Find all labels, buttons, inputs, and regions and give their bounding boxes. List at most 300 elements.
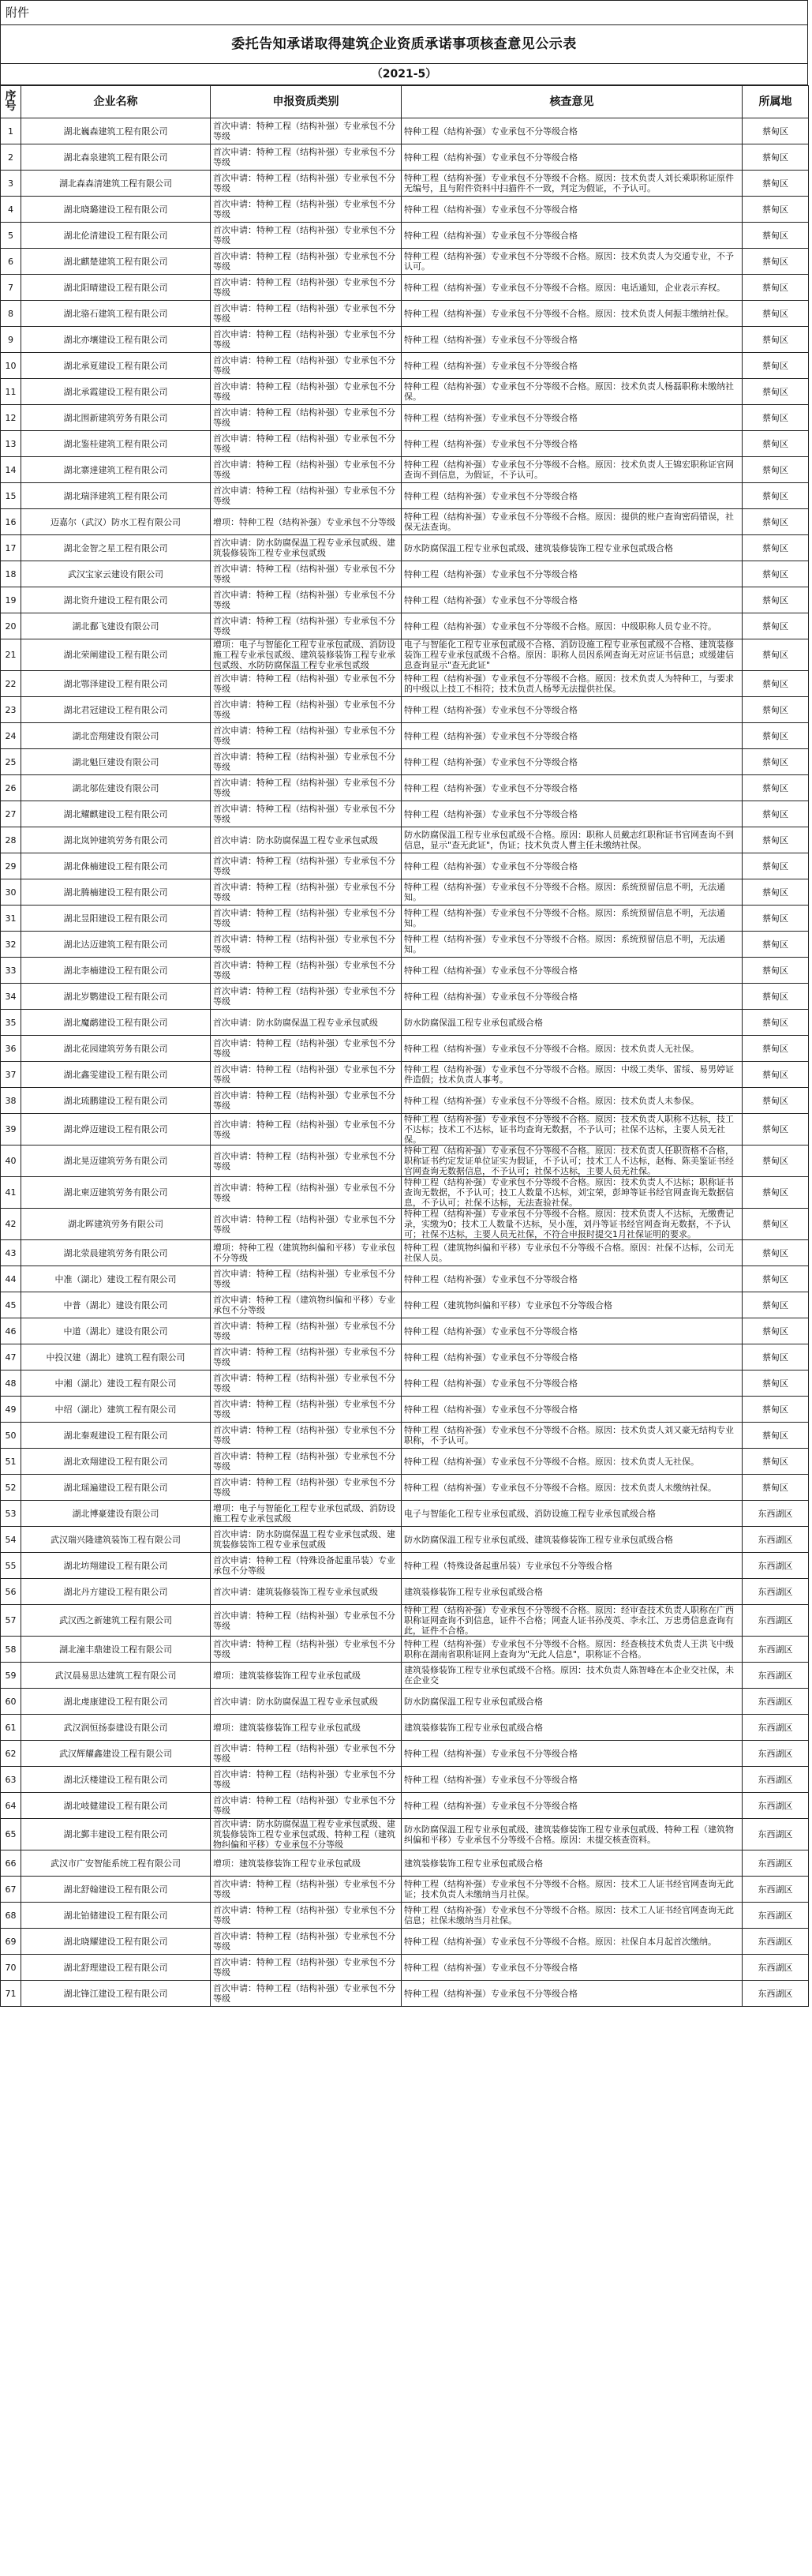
qualification-type: 首次申请：特种工程（结构补强）专业承包不分等级 (211, 1344, 402, 1370)
company-name: 湖北伦清建设工程有限公司 (21, 223, 211, 249)
row-number: 45 (1, 1292, 21, 1318)
qualification-type: 首次申请：特种工程（结构补强）专业承包不分等级 (211, 171, 402, 197)
district: 蔡甸区 (743, 144, 809, 171)
company-name: 湖北晓耀建设工程有限公司 (21, 1929, 211, 1955)
company-name: 湖北金智之星工程有限公司 (21, 535, 211, 561)
qualification-type: 首次申请：特种工程（结构补强）专业承包不分等级 (211, 879, 402, 906)
qualification-type: 首次申请：特种工程（结构补强）专业承包不分等级 (211, 144, 402, 171)
table-row (1, 984, 809, 1010)
row-number: 21 (1, 639, 21, 671)
district: 蔡甸区 (743, 1114, 809, 1146)
row-number: 43 (1, 1240, 21, 1266)
row-number: 63 (1, 1767, 21, 1793)
row-number: 13 (1, 431, 21, 457)
review-opinion: 特种工程（结构补强）专业承包不分等级不合格。原因：技术负责人不达标，无缴费记录，实缴为0；技术工人数量不达标，吴小莲，刘丹等证书经官网查询无数据，不予认可；社保不达标，主要人员无社保，不符合申报时提交1月社保证明的要求。 (402, 1209, 743, 1240)
table-row (1, 1146, 809, 1177)
review-opinion: 电子与智能化工程专业承包贰级不合格、消防设施工程专业承包贰级不合格、建筑装修装饰工程专业承包贰级不合格。原因：职称人员因系网查询无对应证书信息；或缓建信息查询显示"查无此证" (402, 639, 743, 671)
district: 蔡甸区 (743, 879, 809, 906)
row-number: 25 (1, 749, 21, 775)
district: 蔡甸区 (743, 697, 809, 723)
review-opinion: 特种工程（结构补强）专业承包不分等级合格 (402, 1370, 743, 1397)
table-row (1, 932, 809, 958)
table-row (1, 775, 809, 801)
document-title: 委托告知承诺取得建筑企业资质承诺事项核查意见公示表 (0, 25, 808, 63)
district: 蔡甸区 (743, 984, 809, 1010)
qualification-type: 首次申请：防水防腐保温工程专业承包贰级 (211, 827, 402, 853)
row-number: 44 (1, 1266, 21, 1292)
company-name: 湖北柬迈建筑劳务有限公司 (21, 1177, 211, 1209)
company-name: 湖北博豪建设有限公司 (21, 1501, 211, 1527)
table-row (1, 1397, 809, 1423)
table-row (1, 1292, 809, 1318)
company-name: 湖北耀麒建设工程有限公司 (21, 801, 211, 827)
company-name: 湖北瑶遍建设工程有限公司 (21, 1475, 211, 1501)
district: 蔡甸区 (743, 535, 809, 561)
review-opinion: 特种工程（结构补强）专业承包不分等级不合格。原因：技术负责人未参保。 (402, 1088, 743, 1114)
company-name: 武汉西之新建筑工程有限公司 (21, 1605, 211, 1637)
district: 蔡甸区 (743, 1010, 809, 1036)
review-opinion: 特种工程（结构补强）专业承包不分等级合格 (402, 405, 743, 431)
row-number: 48 (1, 1370, 21, 1397)
qualification-type: 首次申请：特种工程（结构补强）专业承包不分等级 (211, 457, 402, 483)
review-opinion: 特种工程（特殊设备起重吊装）专业承包不分等级合格 (402, 1553, 743, 1579)
table-row (1, 1501, 809, 1527)
table-row (1, 639, 809, 671)
district: 蔡甸区 (743, 301, 809, 327)
district: 蔡甸区 (743, 561, 809, 587)
qualification-type: 首次申请：特种工程（结构补强）专业承包不分等级 (211, 1062, 402, 1088)
table-row (1, 1370, 809, 1397)
review-opinion: 特种工程（结构补强）专业承包不分等级合格 (402, 118, 743, 144)
district: 蔡甸区 (743, 1266, 809, 1292)
table-row (1, 1449, 809, 1475)
table-row (1, 1767, 809, 1793)
district: 东西湖区 (743, 1715, 809, 1741)
qualification-type: 首次申请：特种工程（结构补强）专业承包不分等级 (211, 431, 402, 457)
table-row (1, 118, 809, 144)
row-number: 33 (1, 958, 21, 984)
qualification-type: 首次申请：特种工程（结构补强）专业承包不分等级 (211, 1266, 402, 1292)
company-name: 湖北魔鹬建设工程有限公司 (21, 1010, 211, 1036)
district: 蔡甸区 (743, 353, 809, 379)
company-name: 湖北锋江建设工程有限公司 (21, 1981, 211, 2007)
company-name: 湖北森泉建筑工程有限公司 (21, 144, 211, 171)
row-number: 31 (1, 906, 21, 932)
table-row (1, 1955, 809, 1981)
review-opinion: 特种工程（结构补强）专业承包不分等级合格 (402, 749, 743, 775)
table-row (1, 1819, 809, 1850)
company-name: 湖北骆石建筑工程有限公司 (21, 301, 211, 327)
company-name: 武汉瑞兴隆建筑装饰工程有限公司 (21, 1527, 211, 1553)
district: 蔡甸区 (743, 1177, 809, 1209)
table-row (1, 1062, 809, 1088)
row-number: 27 (1, 801, 21, 827)
row-number: 42 (1, 1209, 21, 1240)
district: 蔡甸区 (743, 327, 809, 353)
row-number: 4 (1, 197, 21, 223)
row-number: 52 (1, 1475, 21, 1501)
table-row (1, 275, 809, 301)
table-row (1, 1605, 809, 1637)
table-row (1, 1266, 809, 1292)
district: 蔡甸区 (743, 1062, 809, 1088)
qualification-type: 增项：特种工程（结构补强）专业承包不分等级 (211, 509, 402, 535)
company-name: 湖北森森清建筑工程有限公司 (21, 171, 211, 197)
table-row (1, 457, 809, 483)
district: 东西湖区 (743, 1501, 809, 1527)
table-row (1, 1527, 809, 1553)
header-district: 所属地 (743, 86, 809, 118)
district: 蔡甸区 (743, 958, 809, 984)
qualification-type: 首次申请：特种工程（结构补强）专业承包不分等级 (211, 1955, 402, 1981)
review-opinion: 特种工程（结构补强）专业承包不分等级合格 (402, 1318, 743, 1344)
qualification-type: 首次申请：特种工程（结构补强）专业承包不分等级 (211, 1318, 402, 1344)
district: 蔡甸区 (743, 1318, 809, 1344)
review-opinion: 特种工程（结构补强）专业承包不分等级合格 (402, 1266, 743, 1292)
row-number: 39 (1, 1114, 21, 1146)
qualification-type: 首次申请：特种工程（结构补强）专业承包不分等级 (211, 301, 402, 327)
qualification-type: 首次申请：特种工程（结构补强）专业承包不分等级 (211, 1741, 402, 1767)
district: 东西湖区 (743, 1553, 809, 1579)
row-number: 16 (1, 509, 21, 535)
row-number: 9 (1, 327, 21, 353)
district: 东西湖区 (743, 1929, 809, 1955)
review-opinion: 特种工程（结构补强）专业承包不分等级合格 (402, 144, 743, 171)
company-name: 湖北李楠建设工程有限公司 (21, 958, 211, 984)
row-number: 12 (1, 405, 21, 431)
district: 东西湖区 (743, 1981, 809, 2007)
table-row (1, 906, 809, 932)
review-opinion: 特种工程（结构补强）专业承包不分等级合格 (402, 697, 743, 723)
table-row (1, 1114, 809, 1146)
district: 东西湖区 (743, 1579, 809, 1605)
review-opinion: 特种工程（结构补强）专业承包不分等级不合格。原因：技术负责人任职资格不合格，职称证书约定发证单位证实为假证，不予认可；技术工人不达标，赵梅、陈美鉴证书经官网查询无数据信息，不予认可；社保不达标，主要人员无社保。 (402, 1146, 743, 1177)
company-name: 湖北沃楼建设工程有限公司 (21, 1767, 211, 1793)
review-opinion: 特种工程（结构补强）专业承包不分等级不合格。原因：经查核技术负责人王洪飞中级职称在湖南省职称证网上查询为"无此人信息"，职称证不合格。 (402, 1637, 743, 1663)
qualification-type: 首次申请：特种工程（结构补强）专业承包不分等级 (211, 613, 402, 639)
qualification-type: 首次申请：特种工程（结构补强）专业承包不分等级 (211, 1793, 402, 1819)
table-row (1, 1240, 809, 1266)
qualification-type: 首次申请：特种工程（结构补强）专业承包不分等级 (211, 801, 402, 827)
row-number: 64 (1, 1793, 21, 1819)
district: 东西湖区 (743, 1741, 809, 1767)
table-row (1, 697, 809, 723)
review-opinion: 特种工程（结构补强）专业承包不分等级合格 (402, 1344, 743, 1370)
district: 蔡甸区 (743, 118, 809, 144)
district: 蔡甸区 (743, 249, 809, 275)
row-number: 40 (1, 1146, 21, 1177)
district: 蔡甸区 (743, 801, 809, 827)
row-number: 7 (1, 275, 21, 301)
company-name: 湖北岚钟建筑劳务有限公司 (21, 827, 211, 853)
review-opinion: 特种工程（结构补强）专业承包不分等级不合格。原因：技术负责人刘又豪无结构专业职称，不予认可。 (402, 1423, 743, 1449)
row-number: 37 (1, 1062, 21, 1088)
qualification-type: 首次申请：特种工程（结构补强）专业承包不分等级 (211, 1370, 402, 1397)
table-row (1, 1177, 809, 1209)
row-number: 1 (1, 118, 21, 144)
qualification-type: 首次申请：特种工程（结构补强）专业承包不分等级 (211, 723, 402, 749)
table-row (1, 1088, 809, 1114)
review-opinion: 特种工程（结构补强）专业承包不分等级合格 (402, 984, 743, 1010)
table-row (1, 723, 809, 749)
table-row (1, 1903, 809, 1929)
company-name: 湖北舒翰建设工程有限公司 (21, 1877, 211, 1903)
row-number: 34 (1, 984, 21, 1010)
company-name: 湖北琉鹏建设工程有限公司 (21, 1088, 211, 1114)
row-number: 70 (1, 1955, 21, 1981)
district: 蔡甸区 (743, 1209, 809, 1240)
table-row (1, 223, 809, 249)
review-opinion: 特种工程（结构补强）专业承包不分等级不合格。原因：技术负责人杨磊职称未缴纳社保。 (402, 379, 743, 405)
qualification-type: 首次申请：特种工程（结构补强）专业承包不分等级 (211, 1177, 402, 1209)
review-opinion: 特种工程（结构补强）专业承包不分等级不合格。原因：技术负责人王锦宏职称证官网查询不到信息，为假证，不予认可。 (402, 457, 743, 483)
company-name: 湖北峦翔建设有限公司 (21, 723, 211, 749)
qualification-type: 首次申请：特种工程（结构补强）专业承包不分等级 (211, 1637, 402, 1663)
company-name: 湖北岁鹦建设工程有限公司 (21, 984, 211, 1010)
review-opinion: 防水防腐保温工程专业承包贰级、建筑装修装饰工程专业承包贰级合格 (402, 535, 743, 561)
table-row (1, 801, 809, 827)
table-row (1, 1741, 809, 1767)
qualification-type: 首次申请：防水防腐保温工程专业承包贰级、建筑装修装饰工程专业承包贰级、特种工程（建筑物纠偏和平移）专业承包不分等级 (211, 1819, 402, 1850)
qualification-type: 增项：建筑装修装饰工程专业承包贰级 (211, 1850, 402, 1877)
review-opinion: 特种工程（结构补强）专业承包不分等级不合格。原因：技术负责人职称不达标，技工不达标；技术工不达标，证书均查询无数据，不予认可；社保不达标，主要人员无社保。 (402, 1114, 743, 1146)
row-number: 6 (1, 249, 21, 275)
qualification-type: 首次申请：特种工程（结构补强）专业承包不分等级 (211, 1929, 402, 1955)
district: 蔡甸区 (743, 1475, 809, 1501)
qualification-type: 首次申请：特种工程（结构补强）专业承包不分等级 (211, 1088, 402, 1114)
review-opinion: 特种工程（结构补强）专业承包不分等级不合格。原因：中级工类华、雷绥、易男婷证件造假；技术负责人事考。 (402, 1062, 743, 1088)
district: 蔡甸区 (743, 1397, 809, 1423)
review-opinion: 特种工程（结构补强）专业承包不分等级不合格。原因：技术负责人未缴纳社保。 (402, 1475, 743, 1501)
qualification-type: 首次申请：特种工程（结构补强）专业承包不分等级 (211, 1036, 402, 1062)
review-opinion: 电子与智能化工程专业承包贰级、消防设施工程专业承包贰级合格 (402, 1501, 743, 1527)
table-row (1, 301, 809, 327)
row-number: 41 (1, 1177, 21, 1209)
table-row (1, 1981, 809, 2007)
company-name: 中普（湖北）建设有限公司 (21, 1292, 211, 1318)
row-number: 71 (1, 1981, 21, 2007)
company-name: 湖北鄱飞建设有限公司 (21, 613, 211, 639)
company-name: 湖北晓璐建设工程有限公司 (21, 197, 211, 223)
row-number: 61 (1, 1715, 21, 1741)
company-name: 湖北欢翔建设工程有限公司 (21, 1449, 211, 1475)
company-name: 湖北荣阐建设工程有限公司 (21, 639, 211, 671)
company-name: 湖北君冠建设工程有限公司 (21, 697, 211, 723)
company-name: 迈嘉尔（武汉）防水工程有限公司 (21, 509, 211, 535)
qualification-type: 首次申请：特种工程（结构补强）专业承包不分等级 (211, 1397, 402, 1423)
qualification-type: 首次申请：特种工程（结构补强）专业承包不分等级 (211, 1767, 402, 1793)
review-opinion: 特种工程（建筑物纠偏和平移）专业承包不分等级不合格。原因：社保不达标，公司无社保人员。 (402, 1240, 743, 1266)
district: 蔡甸区 (743, 587, 809, 613)
company-name: 武汉宝家云建设有限公司 (21, 561, 211, 587)
review-opinion: 特种工程（结构补强）专业承包不分等级不合格。原因：技术负责人不达标；职称证书查询无数据，不予认可；技工人数量不达标，刘宝荣，彭坤等证书经官网查询无数据信息，不予认可；社保不达标，无法查验社保。 (402, 1177, 743, 1209)
table-row (1, 197, 809, 223)
table-row (1, 1209, 809, 1240)
qualification-type: 首次申请：特种工程（建筑物纠偏和平移）专业承包不分等级 (211, 1292, 402, 1318)
qualification-type: 首次申请：特种工程（结构补强）专业承包不分等级 (211, 1981, 402, 2007)
table-row (1, 561, 809, 587)
company-name: 湖北鑫雯建设工程有限公司 (21, 1062, 211, 1088)
company-name: 湖北岐健建设工程有限公司 (21, 1793, 211, 1819)
company-name: 湖北魁巨建设有限公司 (21, 749, 211, 775)
table-row (1, 1689, 809, 1715)
row-number: 14 (1, 457, 21, 483)
review-opinion: 特种工程（结构补强）专业承包不分等级不合格。原因：电话通知，企业表示弃权。 (402, 275, 743, 301)
company-name: 中湘（湖北）建设工程有限公司 (21, 1370, 211, 1397)
row-number: 8 (1, 301, 21, 327)
review-opinion: 防水防腐保温工程专业承包贰级合格 (402, 1010, 743, 1036)
qualification-type: 首次申请：特种工程（特殊设备起重吊装）专业承包不分等级 (211, 1553, 402, 1579)
district: 蔡甸区 (743, 906, 809, 932)
qualification-type: 首次申请：特种工程（结构补强）专业承包不分等级 (211, 405, 402, 431)
qualification-type: 首次申请：特种工程（结构补强）专业承包不分等级 (211, 197, 402, 223)
qualification-type: 首次申请：特种工程（结构补强）专业承包不分等级 (211, 775, 402, 801)
table-row (1, 853, 809, 879)
district: 蔡甸区 (743, 723, 809, 749)
row-number: 50 (1, 1423, 21, 1449)
row-number: 60 (1, 1689, 21, 1715)
district: 东西湖区 (743, 1689, 809, 1715)
company-name: 湖北花园建筑劳务有限公司 (21, 1036, 211, 1062)
table-row (1, 1010, 809, 1036)
qualification-type: 首次申请：特种工程（结构补强）专业承包不分等级 (211, 223, 402, 249)
qualification-type: 首次申请：特种工程（结构补强）专业承包不分等级 (211, 749, 402, 775)
qualification-type: 首次申请：防水防腐保温工程专业承包贰级 (211, 1689, 402, 1715)
review-opinion: 建筑装修装饰工程专业承包贰级合格 (402, 1715, 743, 1741)
row-number: 67 (1, 1877, 21, 1903)
district: 蔡甸区 (743, 1292, 809, 1318)
review-table (0, 85, 809, 2007)
qualification-type: 首次申请：特种工程（结构补强）专业承包不分等级 (211, 1449, 402, 1475)
row-number: 10 (1, 353, 21, 379)
company-name: 湖北潼丰鼎建设工程有限公司 (21, 1637, 211, 1663)
row-number: 26 (1, 775, 21, 801)
company-name: 湖北围新建筑劳务有限公司 (21, 405, 211, 431)
qualification-type: 首次申请：特种工程（结构补强）专业承包不分等级 (211, 853, 402, 879)
district: 蔡甸区 (743, 1240, 809, 1266)
header-qualification-type: 申报资质类别 (211, 86, 402, 118)
qualification-type: 首次申请：特种工程（结构补强）专业承包不分等级 (211, 1423, 402, 1449)
company-name: 武汉润恒扬泰建设有限公司 (21, 1715, 211, 1741)
district: 东西湖区 (743, 1605, 809, 1637)
row-number: 11 (1, 379, 21, 405)
company-name: 武汉晨易思达建筑工程有限公司 (21, 1663, 211, 1689)
qualification-type: 首次申请：特种工程（结构补强）专业承包不分等级 (211, 327, 402, 353)
qualification-type: 增项：电子与智能化工程专业承包贰级、消防设施工程专业承包贰级、建筑装修装饰工程专业承包贰级、水防防腐保温工程专业承包贰级 (211, 639, 402, 671)
company-name: 武汉辉耀鑫建设工程有限公司 (21, 1741, 211, 1767)
company-name: 湖北承夏建设工程有限公司 (21, 353, 211, 379)
district: 东西湖区 (743, 1850, 809, 1877)
review-opinion: 特种工程（建筑物纠偏和平移）专业承包不分等级合格 (402, 1292, 743, 1318)
review-opinion: 防水防腐保温工程专业承包贰级、建筑装修装饰工程专业承包贰级合格 (402, 1527, 743, 1553)
row-number: 47 (1, 1344, 21, 1370)
qualification-type: 首次申请：特种工程（结构补强）专业承包不分等级 (211, 697, 402, 723)
row-number: 20 (1, 613, 21, 639)
district: 蔡甸区 (743, 827, 809, 853)
table-row (1, 958, 809, 984)
table-row (1, 749, 809, 775)
qualification-type: 增项：建筑装修装饰工程专业承包贰级 (211, 1715, 402, 1741)
table-row (1, 1344, 809, 1370)
table-row (1, 1036, 809, 1062)
table-row (1, 1793, 809, 1819)
row-number: 35 (1, 1010, 21, 1036)
district: 东西湖区 (743, 1637, 809, 1663)
table-row (1, 327, 809, 353)
qualification-type: 首次申请：防水防腐保温工程专业承包贰级 (211, 1010, 402, 1036)
review-opinion: 特种工程（结构补强）专业承包不分等级不合格。原因：提供的账户查询密码错误，社保无法查询。 (402, 509, 743, 535)
row-number: 69 (1, 1929, 21, 1955)
table-row (1, 379, 809, 405)
company-name: 湖北侏楠建设工程有限公司 (21, 853, 211, 879)
row-number: 62 (1, 1741, 21, 1767)
qualification-type: 首次申请：特种工程（结构补强）专业承包不分等级 (211, 1605, 402, 1637)
review-opinion: 特种工程（结构补强）专业承包不分等级合格 (402, 483, 743, 509)
company-name: 湖北达迈建筑工程有限公司 (21, 932, 211, 958)
row-number: 30 (1, 879, 21, 906)
review-opinion: 特种工程（结构补强）专业承包不分等级合格 (402, 1767, 743, 1793)
qualification-type: 首次申请：特种工程（结构补强）专业承包不分等级 (211, 1209, 402, 1240)
review-opinion: 特种工程（结构补强）专业承包不分等级合格 (402, 223, 743, 249)
row-number: 32 (1, 932, 21, 958)
row-number: 15 (1, 483, 21, 509)
district: 蔡甸区 (743, 1449, 809, 1475)
district: 蔡甸区 (743, 223, 809, 249)
row-number: 65 (1, 1819, 21, 1850)
review-opinion: 建筑装修装饰工程专业承包贰级合格 (402, 1850, 743, 1877)
district: 蔡甸区 (743, 853, 809, 879)
row-number: 57 (1, 1605, 21, 1637)
district: 蔡甸区 (743, 509, 809, 535)
district: 东西湖区 (743, 1903, 809, 1929)
row-number: 56 (1, 1579, 21, 1605)
review-opinion: 特种工程（结构补强）专业承包不分等级不合格。原因：经审查技术负责人职称在广西职称证网查询不到信息，证件不合格；网查人证书孙茂英、李永江、万忠勇信息查询有此，证件不合格。 (402, 1605, 743, 1637)
review-opinion: 建筑装修装饰工程专业承包贰级不合格。原因：技术负责人陈智峰在本企业交社保，未在企业交 (402, 1663, 743, 1689)
review-opinion: 特种工程（结构补强）专业承包不分等级不合格。原因：系统预留信息不明，无法通知。 (402, 879, 743, 906)
row-number: 53 (1, 1501, 21, 1527)
qualification-type: 首次申请：特种工程（结构补强）专业承包不分等级 (211, 379, 402, 405)
review-opinion: 特种工程（结构补强）专业承包不分等级合格 (402, 1955, 743, 1981)
district: 蔡甸区 (743, 1423, 809, 1449)
district: 东西湖区 (743, 1793, 809, 1819)
review-opinion: 特种工程（结构补强）专业承包不分等级合格 (402, 1981, 743, 2007)
row-number: 29 (1, 853, 21, 879)
district: 蔡甸区 (743, 1088, 809, 1114)
company-name: 湖北秦观建设工程有限公司 (21, 1423, 211, 1449)
qualification-type: 首次申请：特种工程（结构补强）专业承包不分等级 (211, 1903, 402, 1929)
district: 东西湖区 (743, 1819, 809, 1850)
district: 蔡甸区 (743, 1370, 809, 1397)
table-row (1, 879, 809, 906)
row-number: 66 (1, 1850, 21, 1877)
review-opinion: 特种工程（结构补强）专业承包不分等级不合格。原因：技术工人证书经官网查询无此信息；社保未缴纳当月社保。 (402, 1903, 743, 1929)
company-name: 湖北鄂泽建设工程有限公司 (21, 671, 211, 697)
qualification-type: 首次申请：特种工程（结构补强）专业承包不分等级 (211, 249, 402, 275)
row-number: 28 (1, 827, 21, 853)
table-row (1, 1579, 809, 1605)
company-name: 湖北阳晴建设工程有限公司 (21, 275, 211, 301)
district: 蔡甸区 (743, 1344, 809, 1370)
district: 东西湖区 (743, 1767, 809, 1793)
company-name: 湖北亦壤建设工程有限公司 (21, 327, 211, 353)
review-opinion: 特种工程（结构补强）专业承包不分等级不合格。原因：技术工人证书经官网查询无此证；技术负责人未缴纳当月社保。 (402, 1877, 743, 1903)
qualification-type: 首次申请：特种工程（结构补强）专业承包不分等级 (211, 1475, 402, 1501)
company-name: 中投汉建（湖北）建筑工程有限公司 (21, 1344, 211, 1370)
row-number: 5 (1, 223, 21, 249)
review-opinion: 特种工程（结构补强）专业承包不分等级合格 (402, 853, 743, 879)
qualification-type: 首次申请：特种工程（结构补强）专业承包不分等级 (211, 587, 402, 613)
district: 蔡甸区 (743, 171, 809, 197)
